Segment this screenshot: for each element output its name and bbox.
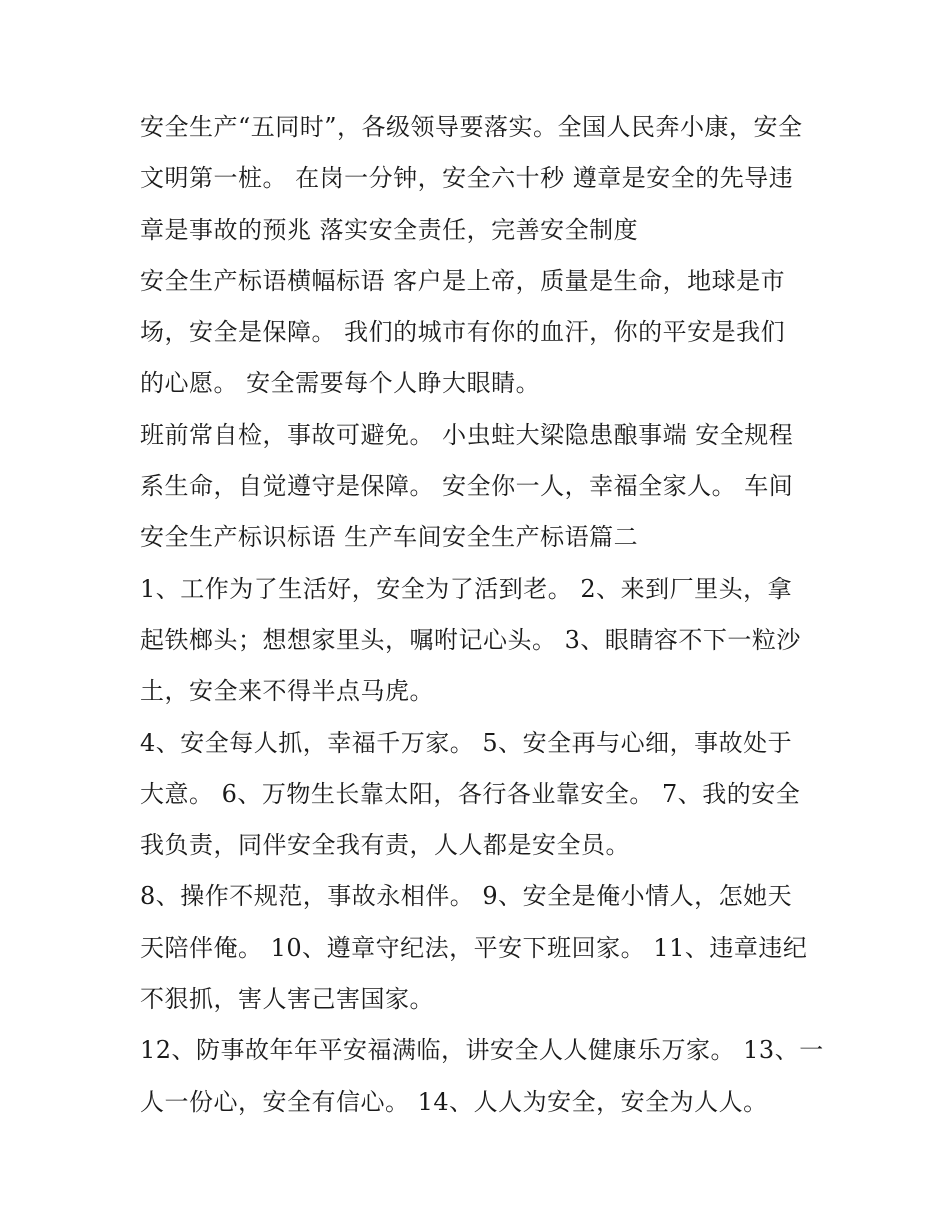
text-line: 起铁榔头；想想家里头，嘱咐记心头。 3、眼睛容不下一粒沙: [140, 625, 801, 654]
text-line: 4、安全每人抓，幸福千万家。 5、安全再与心细，事故处于: [140, 728, 793, 757]
text-line: 文明第一桩。 在岗一分钟，安全六十秒 遵章是安全的先导违: [140, 164, 794, 193]
paragraph-7: [140, 1025, 824, 1128]
text-line: 场，安全是保障。 我们的城市有你的血汗，你的平安是我们: [140, 318, 786, 347]
text-line: 我负责，同伴安全我有责，人人都是安全员。: [140, 831, 630, 860]
text-line: 人一份心，安全有信心。 14、人人为安全，安全为人人。: [140, 1087, 768, 1116]
text-line: 安全生产标语横幅标语 客户是上帝，质量是生命，地球是市: [140, 266, 786, 295]
text-line: 安全生产标识标语 生产车间安全生产标语篇二: [140, 523, 639, 552]
text-line: 系生命，自觉遵守是保障。 安全你一人，幸福全家人。 车间: [140, 472, 794, 501]
text-line: 1、工作为了生活好，安全为了活到老。 2、来到厂里头，拿: [140, 574, 793, 603]
text-line: 天陪伴俺。 10、遵章守纪法，平安下班回家。 11、违章违纪: [140, 933, 808, 962]
text-line: 12、防事故年年平安福满临，讲安全人人健康乐万家。 13、一: [140, 1036, 824, 1065]
text-line: 8、操作不规范，事故永相伴。 9、安全是俺小情人，怎她天: [140, 882, 793, 911]
text-line: 章是事故的预兆 落实安全责任，完善安全制度: [140, 215, 639, 244]
document-body: [140, 102, 824, 1128]
text-line: 班前常自检，事故可避免。 小虫蛀大梁隐患酿事端 安全规程: [140, 420, 794, 449]
paragraph-3: [140, 410, 820, 564]
text-line: 不狠抓，害人害己害国家。: [140, 985, 434, 1014]
text-line: 土，安全来不得半点马虎。: [140, 677, 434, 706]
text-line: 安全生产“五同时”，各级领导要落实。全国人民奔小康，安全: [140, 113, 803, 141]
paragraph-1: [140, 102, 820, 256]
text-line: 大意。 6、万物生长靠太阳，各行各业靠安全。 7、我的安全: [140, 779, 801, 808]
paragraph-2: [140, 256, 820, 410]
paragraph-6: [140, 871, 820, 1025]
text-line: 的心愿。 安全需要每个人睁大眼睛。: [140, 369, 541, 398]
paragraph-4: [140, 564, 820, 718]
paragraph-5: [140, 718, 820, 872]
